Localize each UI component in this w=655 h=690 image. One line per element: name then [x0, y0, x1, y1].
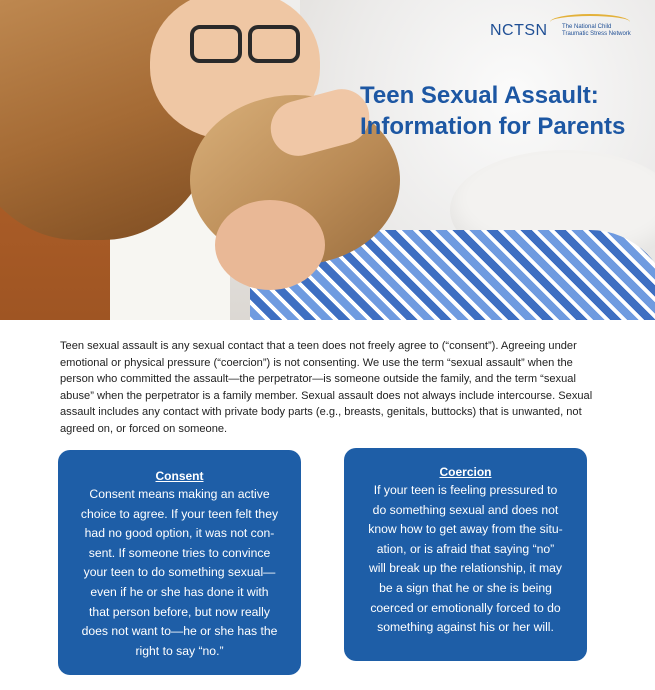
logo-subtitle	[562, 24, 642, 38]
glasses-icon	[190, 25, 300, 59]
coercion-body	[344, 481, 587, 638]
coercion-line: something against his or her will.	[377, 620, 554, 635]
teen-face	[215, 200, 325, 290]
consent-title: Consent	[155, 469, 204, 483]
coercion-line: ation, or is afraid that saying “no”	[376, 541, 555, 556]
coercion-line: will break up the relationship, it may	[368, 561, 563, 576]
consent-line: right to say “no.”	[135, 643, 224, 658]
title-line: Teen Sexual Assault:	[360, 82, 599, 109]
consent-line: even if he or she has done it with	[90, 584, 269, 599]
consent-line: had no good option, it was not con-	[84, 526, 275, 541]
logo-acronym: NCTSN	[490, 22, 548, 39]
title-line: Information for Parents	[360, 113, 626, 140]
coercion-box	[344, 448, 587, 661]
consent-box	[58, 450, 301, 675]
coercion-line: If your teen is feeling pressured to	[373, 483, 558, 497]
consent-line: choice to agree. If your teen felt they	[80, 506, 279, 521]
nctsn-logo	[490, 14, 640, 42]
consent-line: does not want to—he or she has the	[81, 624, 278, 639]
hero-photo	[0, 0, 655, 320]
coercion-title: Coercion	[439, 465, 492, 479]
coercion-line: know how to get away from the situ-	[368, 522, 563, 537]
logo-subtitle-line: The National Child	[562, 24, 612, 30]
coercion-line: be a sign that he or she is being	[379, 580, 552, 595]
intro-paragraph: Teen sexual assault is any sexual contact that a teen does not freely agree to (“consent”). Agreeing under emotional or physical pressure (“coercion”) is not consenting. We use the term “sexual assault” when the person who committed the assault—the perpetrator—is someone outside the family, and the term “sexual abuse” when the perpetrator is a family member. Sexual assault does not always include intercourse. Sexual assault includes any contact with private body parts (e.g., breasts, genitals, buttocks) that is unwanted, not agreed on, or forced on someone.	[60, 340, 593, 435]
logo-subtitle-line: Traumatic Stress Network	[562, 31, 631, 37]
coercion-line: do something sexual and does not	[372, 502, 559, 517]
consent-line: that person before, but now really	[89, 604, 270, 619]
consent-line: sent. If someone tries to convince	[88, 545, 271, 560]
coercion-line: coerced or emotionally forced to do	[370, 600, 561, 615]
consent-body	[58, 485, 301, 661]
consent-line: your teen to do something sexual—	[83, 565, 276, 580]
page-title	[360, 80, 650, 142]
consent-line: Consent means making an active	[89, 487, 270, 501]
